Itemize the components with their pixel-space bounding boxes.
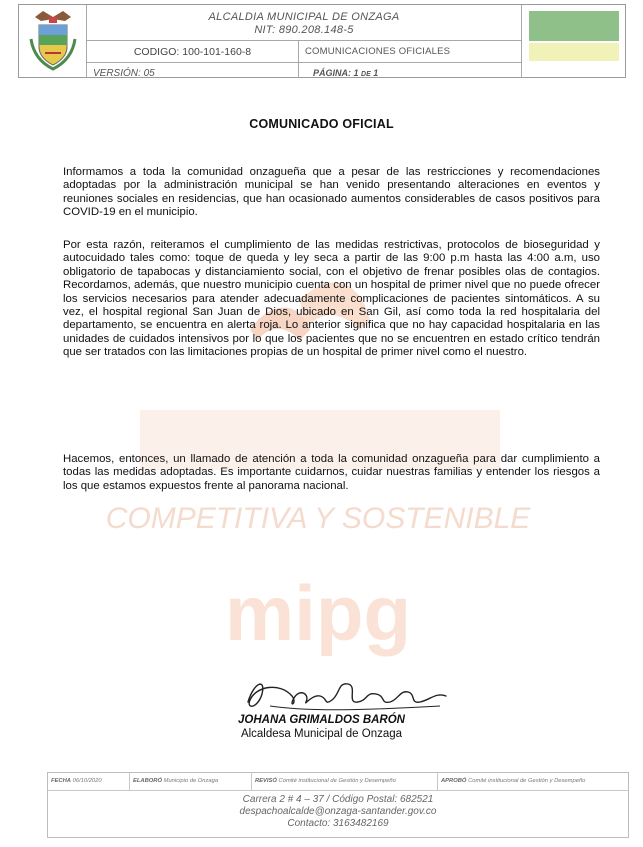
fecha-label: FECHA xyxy=(51,778,71,784)
doc-category-cell xyxy=(299,41,521,63)
signer-name: JOHANA GRIMALDOS BARÓN xyxy=(238,714,405,726)
page-number: 1 xyxy=(353,68,359,78)
page-total: 1 xyxy=(373,68,379,78)
approval-row xyxy=(48,773,628,791)
fecha-value: 06/10/2020 xyxy=(72,778,102,784)
coat-of-arms-icon xyxy=(25,9,81,73)
reviso-cell xyxy=(252,773,438,790)
footer-address: Carrera 2 # 4 – 37 / Código Postal: 682521 xyxy=(242,794,434,805)
paragraph-1: Informamos a toda la comunidad onzagueña que a pesar de las restricciones y recomendaciones adoptadas por la administración municipal se han venido presentando alteraciones en eventos y reuniones sociales en residencias, que han ocasionado aumentos considerables de casos positivos para COVID-19 en el municipio. xyxy=(63,166,600,219)
paragraph-2: Por esta razón, reiteramos el cumplimiento de las medidas restrictivas, protocolos de bioseguridad y autocuidado tales como: toque de queda y ley seca a partir de las 9:00 p.m hasta las 4:00 a.m, uso obligatorio de tapabocas y distanciamiento social, con el objetivo de frenar posibles olas de contagios. Recordamos, además, que nuestro municipio cuenta con un hospital de primer nivel que no puede ofrecer los servicios necesarios para atender adecuadamente complicaciones de pacientes sintomáticos. A su vez, el hospital regional San Juan de Dios, ubicado en San Gil, así como toda la red hospitalaria del departamento, se encuentra en alerta roja. Lo anterior significa que no hay capacidad hospitalaria en las unidades de cuidados intensivos por lo que los pacientes que no se encuentren en estado crítico tendrán que ser tratados con las limitaciones propias de un hospital de primer nivel como el nuestro. xyxy=(63,239,600,359)
doc-category: COMUNICACIONES OFICIALES xyxy=(305,46,451,57)
aprobo-cell xyxy=(438,773,628,790)
page-label: PÁGINA: xyxy=(313,68,351,78)
org-name: ALCALDIA MUNICIPAL DE ONZAGA xyxy=(208,11,400,23)
doc-page-number xyxy=(299,68,378,78)
reviso-value: Comité institucional de Gestión y Desempeño xyxy=(278,778,396,784)
elaboro-cell xyxy=(130,773,252,790)
elaboro-label: ELABORÓ xyxy=(133,778,162,784)
flag-cell xyxy=(521,5,626,78)
flag-yellow-band xyxy=(529,43,619,61)
aprobo-label: APROBÓ xyxy=(441,778,467,784)
doc-version-cell xyxy=(87,63,299,78)
paragraph-3: Hacemos, entonces, un llamado de atención a toda la comunidad onzagueña para dar cumplimiento a todas las medidas adoptadas. Es importante cuidarnos, cuidar nuestras familias y entender los riesgos a los que estamos expuestos frente al panorama nacional. xyxy=(63,453,600,492)
document-heading: COMUNICADO OFICIAL xyxy=(249,117,394,131)
watermark-text-competitiva: COMPETITIVA Y SOSTENIBLE xyxy=(105,502,531,535)
doc-page-cell xyxy=(299,63,521,78)
document-header xyxy=(18,4,626,78)
doc-code: CODIGO: 100-101-160-8 xyxy=(133,46,252,58)
page-of: DE xyxy=(361,71,371,78)
signer-role: Alcaldesa Municipal de Onzaga xyxy=(240,728,403,740)
handwritten-signature xyxy=(240,672,460,716)
logo-cell xyxy=(19,5,87,78)
elaboro-value: Municipio de Onzaga xyxy=(163,778,219,784)
doc-code-cell xyxy=(87,41,299,63)
footer-email: despachoalcalde@onzaga-santander.gov.co xyxy=(239,806,437,817)
fecha-cell xyxy=(48,773,130,790)
footer-contact: Contacto: 3163482169 xyxy=(287,818,389,829)
org-nit: NIT: 890.208.148-5 xyxy=(254,24,354,36)
flag-green-band xyxy=(529,11,619,41)
doc-version: VERSIÓN: 05 xyxy=(93,68,155,79)
header-title-cell xyxy=(87,5,521,41)
aprobo-value: Comité institucional de Gestión y Desempeño xyxy=(468,778,586,784)
document-footer xyxy=(47,772,629,838)
reviso-label: REVISÓ xyxy=(255,778,277,784)
watermark-text-mipg: mipg xyxy=(224,569,412,657)
